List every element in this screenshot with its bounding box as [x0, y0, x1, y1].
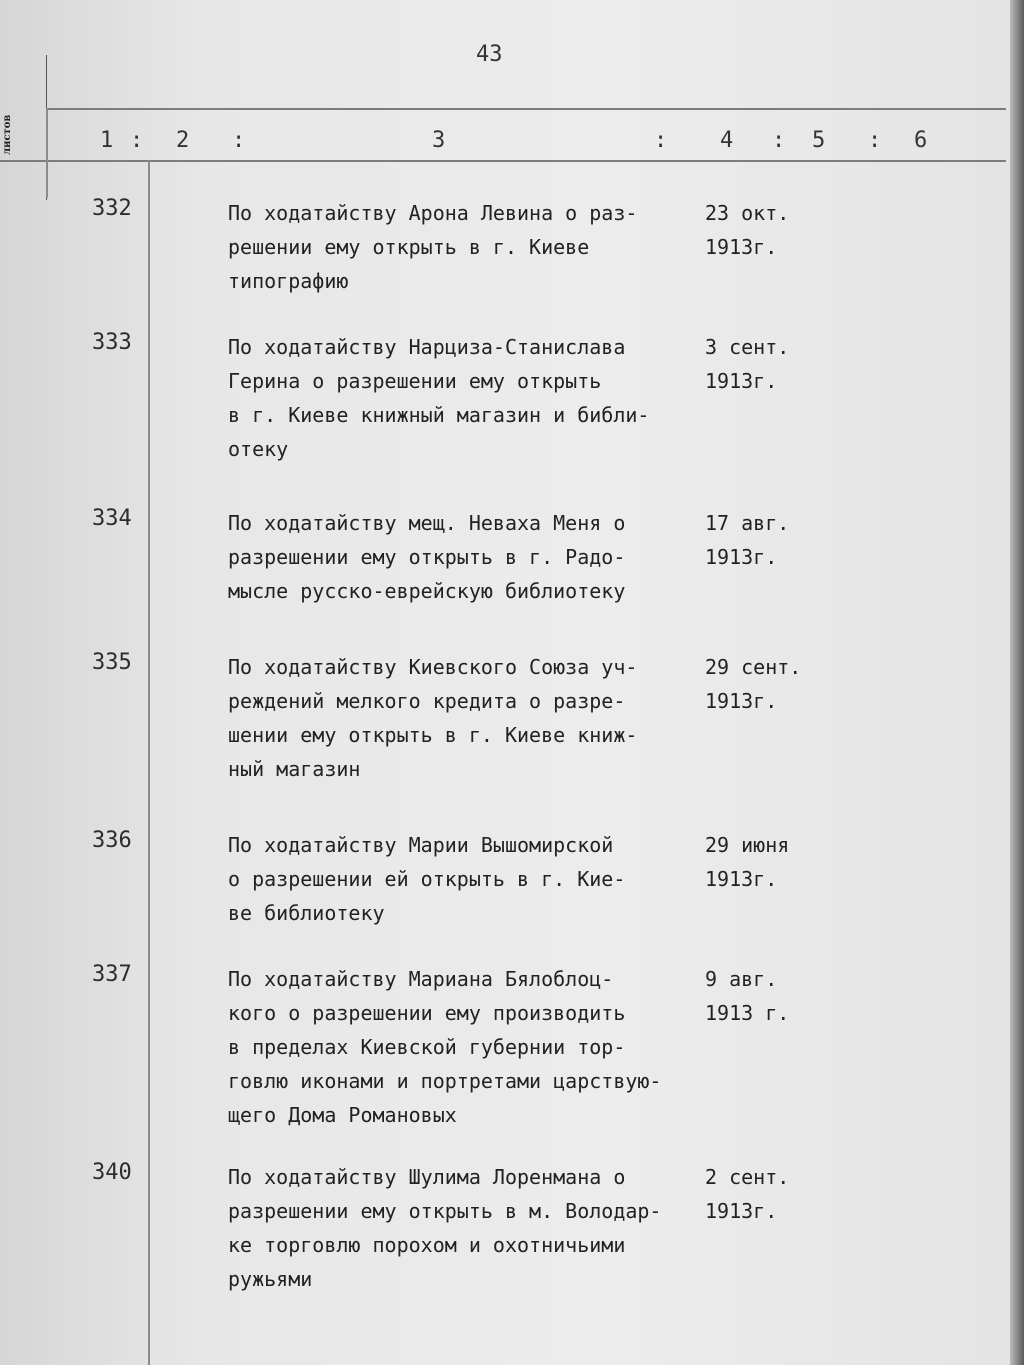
- entry-line: решении ему открыть в г. Киеве: [228, 235, 590, 259]
- entry-line: говлю иконами и портретами царствую-: [228, 1069, 662, 1093]
- header-top-rule: [46, 108, 1006, 110]
- entry-date-year: 1913г.: [705, 1199, 778, 1223]
- entry-date-day: 23 окт.: [705, 201, 790, 225]
- entry-date-year: 1913г.: [705, 689, 778, 713]
- entry-line: По ходатайству мещ. Неваха Меня о: [228, 511, 626, 535]
- column-separator: :: [772, 128, 786, 153]
- entry-date-day: 2 сент.: [705, 1165, 790, 1189]
- entry-line: ке торговлю порохом и охотничьими: [228, 1233, 626, 1257]
- entry-date: [705, 650, 801, 718]
- entry-date: [705, 828, 789, 896]
- column-header-1: 1: [100, 128, 114, 153]
- entry-line: в г. Киеве книжный магазин и библи-: [228, 403, 650, 427]
- entry-line: ружьями: [228, 1267, 313, 1291]
- column-divider-1: [148, 160, 150, 1365]
- header-bottom-rule: [46, 160, 1006, 162]
- entry-description: [228, 330, 708, 466]
- column-header-2: 2: [176, 128, 190, 153]
- entry-description: [228, 1160, 708, 1296]
- entry-number: 340: [92, 1160, 132, 1185]
- entry-date: [705, 330, 789, 398]
- column-separator: :: [130, 128, 144, 153]
- margin-strip: [0, 55, 47, 200]
- column-header-3: 3: [432, 128, 446, 153]
- entry-line: По ходатайству Арона Левина о раз-: [228, 201, 638, 225]
- entry-date-day: 9 авг.: [705, 967, 778, 991]
- entry-description: [228, 828, 708, 930]
- entry-date-day: 17 авг.: [705, 511, 790, 535]
- entry-line: ный магазин: [228, 757, 361, 781]
- column-separator: :: [654, 128, 668, 153]
- entry-description: [228, 650, 708, 786]
- entry-date: [705, 962, 789, 1030]
- entry-date-year: 1913г.: [705, 369, 778, 393]
- page-edge: [1010, 0, 1024, 1365]
- column-header-4: 4: [720, 128, 734, 153]
- entry-number: 334: [92, 506, 132, 531]
- entry-line: По ходатайству Марии Вышомирской: [228, 833, 614, 857]
- margin-label: листов: [2, 114, 13, 155]
- margin-rule: [0, 160, 46, 162]
- entry-line: По ходатайству Шулима Лоренмана о: [228, 1165, 626, 1189]
- entry-line: типографию: [228, 269, 349, 293]
- entry-date: [705, 1160, 789, 1228]
- entry-line: По ходатайству Киевского Союза уч-: [228, 655, 638, 679]
- entry-line: щего Дома Романовых: [228, 1103, 457, 1127]
- entry-line: ве библиотеку: [228, 901, 385, 925]
- entry-date: [705, 506, 789, 574]
- column-header-5: 5: [812, 128, 826, 153]
- column-divider-2: [46, 108, 48, 198]
- entry-line: отеку: [228, 437, 289, 461]
- entry-line: реждений мелкого кредита о разре-: [228, 689, 626, 713]
- entry-line: о разрешении ей открыть в г. Кие-: [228, 867, 626, 891]
- entry-line: кого о разрешении ему производить: [228, 1001, 626, 1025]
- entry-number: 336: [92, 828, 132, 853]
- entry-date-day: 29 июня: [705, 833, 790, 857]
- entry-line: Герина о разрешении ему открыть: [228, 369, 602, 393]
- entry-date-year: 1913 г.: [705, 1001, 790, 1025]
- entry-line: шении ему открыть в г. Киеве книж-: [228, 723, 638, 747]
- entry-date-year: 1913г.: [705, 867, 778, 891]
- entry-number: 333: [92, 330, 132, 355]
- entry-date-year: 1913г.: [705, 235, 778, 259]
- entry-line: мысле русско-еврейскую библиотеку: [228, 579, 626, 603]
- entry-description: [228, 962, 708, 1132]
- entry-line: По ходатайству Мариана Бялоблоц-: [228, 967, 614, 991]
- entry-line: разрешении ему открыть в м. Володар-: [228, 1199, 662, 1223]
- entry-date: [705, 196, 789, 264]
- entry-number: 332: [92, 196, 132, 221]
- entry-description: [228, 196, 708, 298]
- entry-line: в пределах Киевской губернии тор-: [228, 1035, 626, 1059]
- entry-line: По ходатайству Нарциза-Станислава: [228, 335, 626, 359]
- entry-line: разрешении ему открыть в г. Радо-: [228, 545, 626, 569]
- page-number: 43: [476, 42, 503, 67]
- entry-number: 337: [92, 962, 132, 987]
- entry-date-day: 3 сент.: [705, 335, 790, 359]
- column-separator: :: [868, 128, 882, 153]
- entry-description: [228, 506, 708, 608]
- entry-date-year: 1913г.: [705, 545, 778, 569]
- column-separator: :: [232, 128, 246, 153]
- entry-number: 335: [92, 650, 132, 675]
- entry-date-day: 29 сент.: [705, 655, 802, 679]
- column-header-6: 6: [914, 128, 928, 153]
